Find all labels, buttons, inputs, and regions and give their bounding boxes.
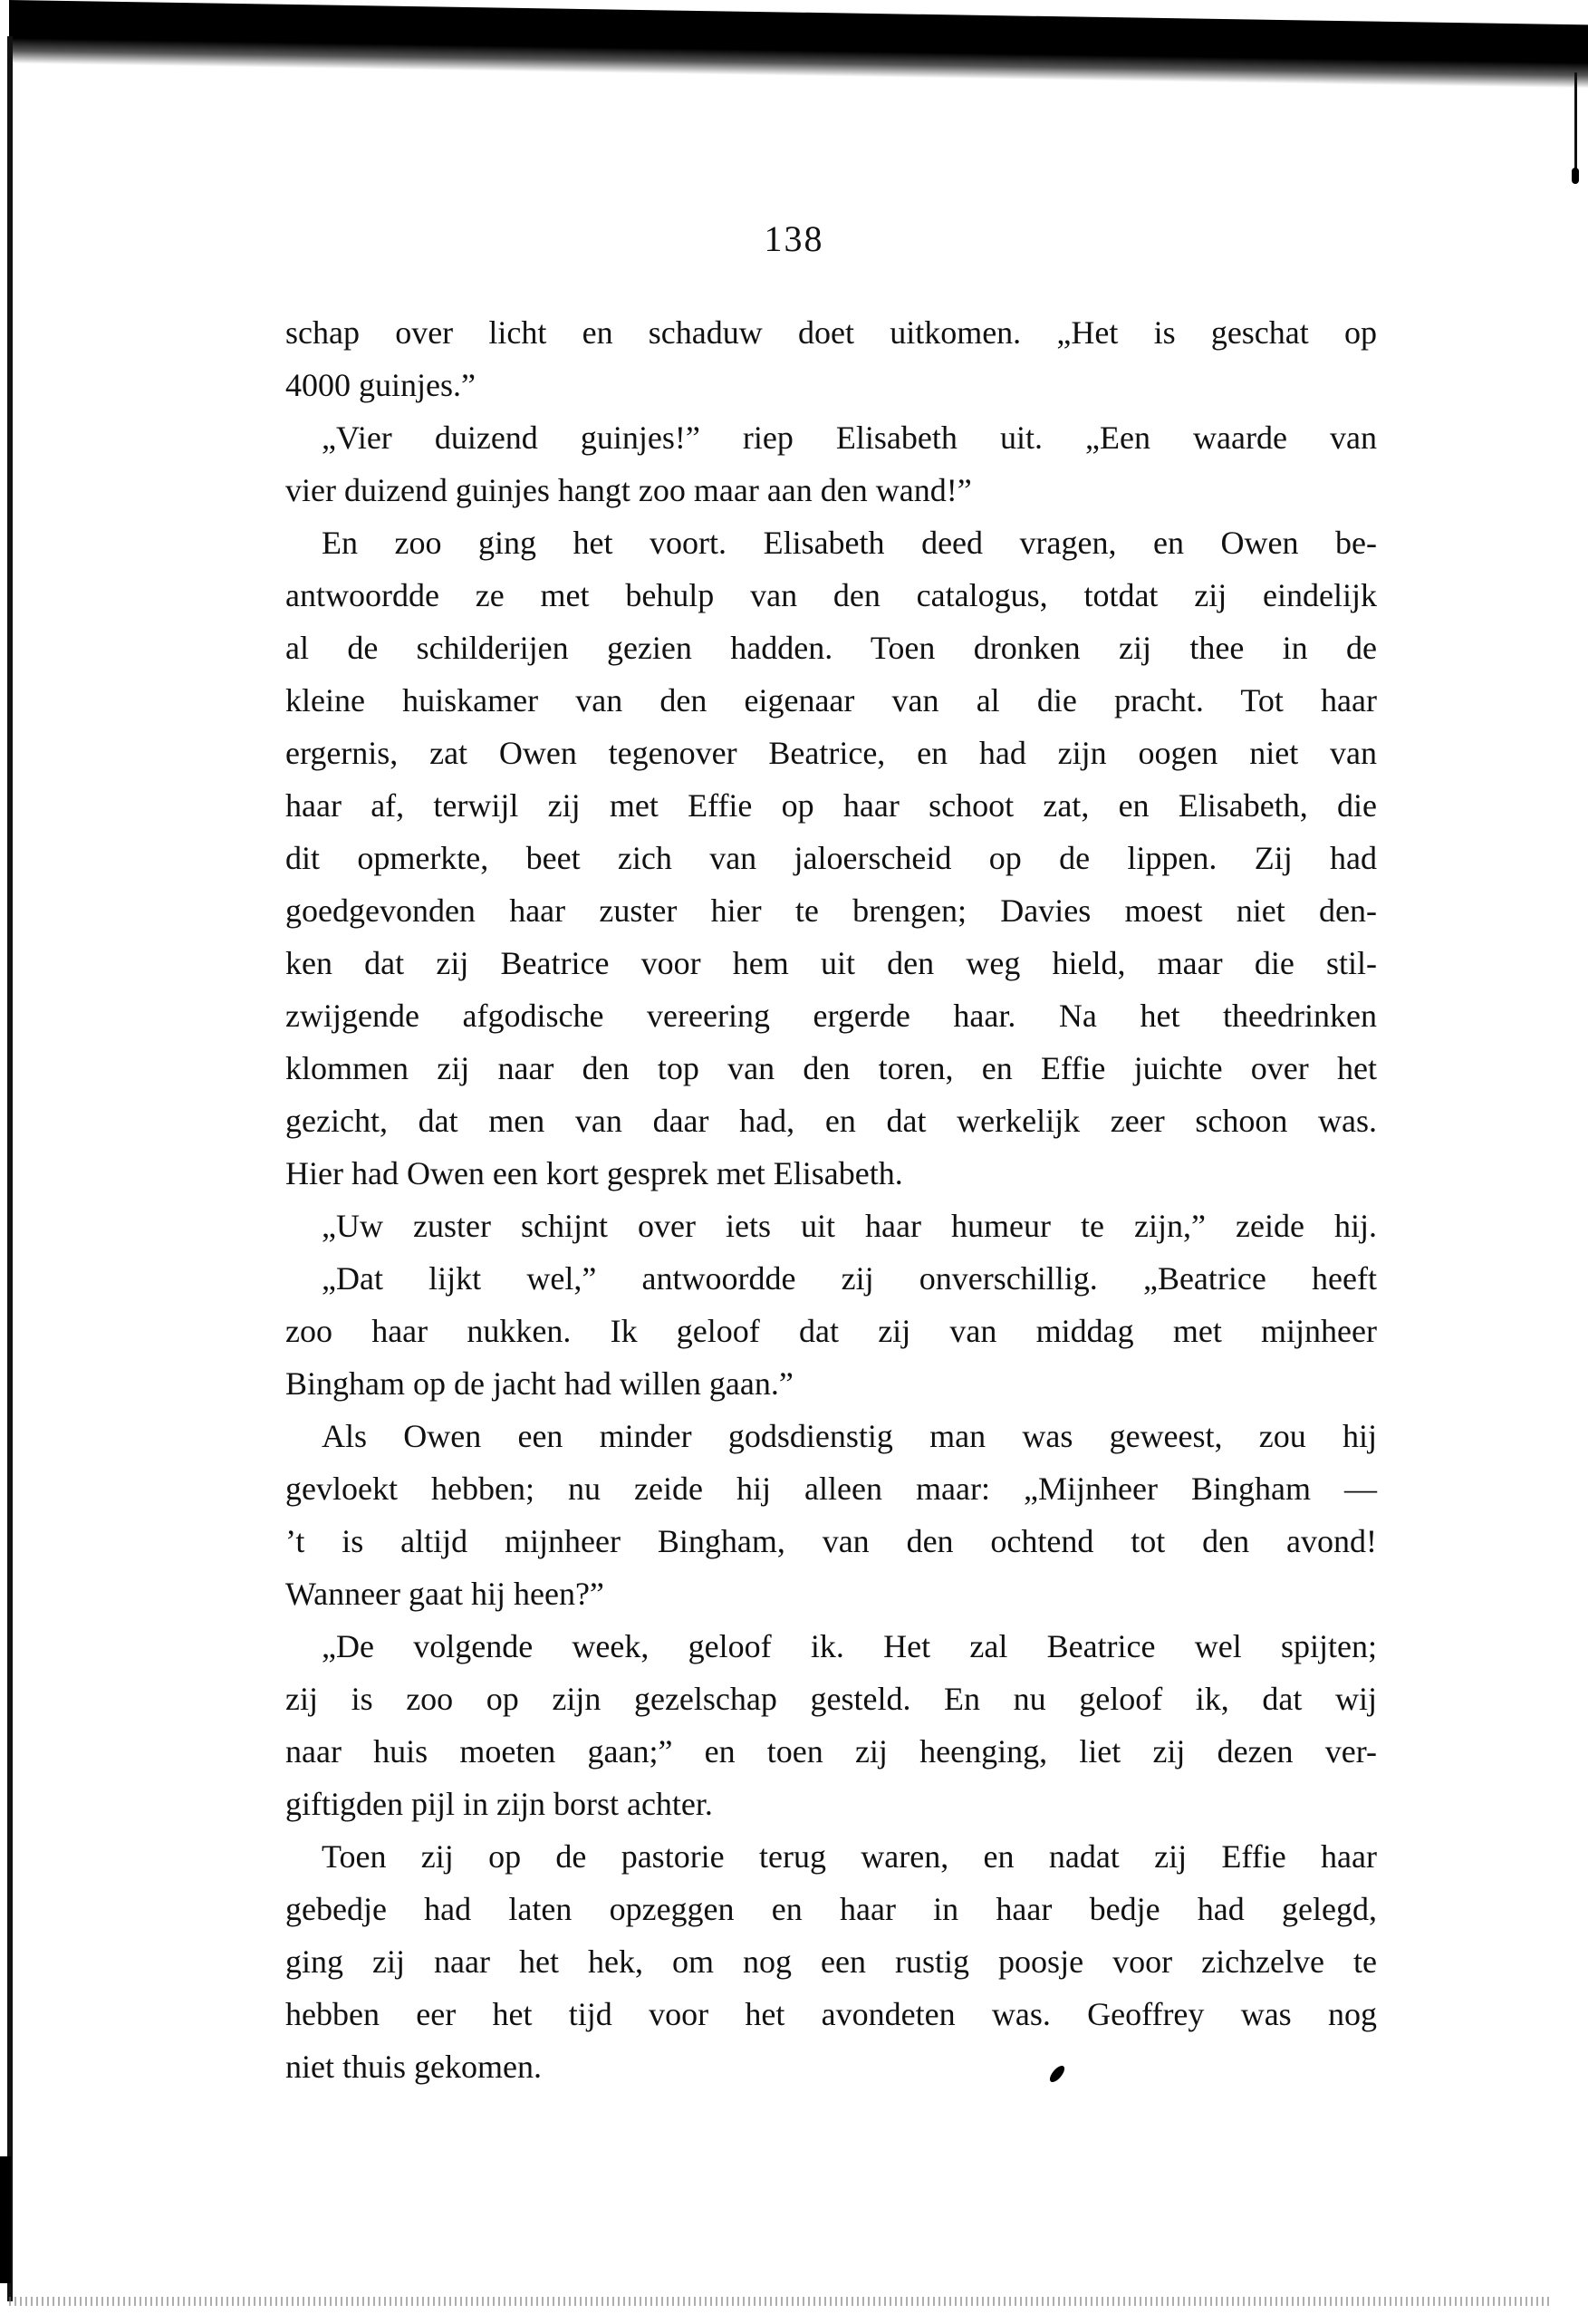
text-line: Bingham op de jacht had willen gaan.” [285, 1365, 794, 1402]
scan-edge-left-corner [0, 2156, 11, 2283]
text-line: vier duizend guinjes hangt zoo maar aan den wand!” [285, 472, 972, 508]
text-line: 4000 guinjes.” [285, 367, 476, 403]
text-line: naar huis moeten gaan;” en toen zij heenging, liet zij dezen ver- [285, 1733, 1377, 1770]
text-line: gezicht, dat men van daar had, en dat werkelijk zeer schoon was. [285, 1103, 1377, 1139]
text-line: „Dat lijkt wel,” antwoordde zij onverschillig. „Beatrice heeft [322, 1260, 1377, 1297]
text-line: En zoo ging het voort. Elisabeth deed vragen, en Owen be- [322, 525, 1377, 561]
scan-shadow-top [9, 0, 1588, 88]
text-line: gebedje had laten opzeggen en haar in haar bedje had gelegd, [285, 1891, 1377, 1927]
text-line: haar af, terwijl zij met Effie op haar schoot zat, en Elisabeth, die [285, 787, 1377, 824]
text-line: ken dat zij Beatrice voor hem uit den weg hield, maar die stil- [285, 945, 1377, 981]
text-line: ’t is altijd mijnheer Bingham, van den ochtend tot den avond! [285, 1523, 1377, 1559]
text-line: hebben eer het tijd voor het avondeten was. Geoffrey was nog [285, 1996, 1377, 2032]
scan-edge-right [1574, 72, 1577, 181]
text-line: „Uw zuster schijnt over iets uit haar humeur te zijn,” zeide hij. [322, 1208, 1377, 1244]
text-line: klommen zij naar den top van den toren, en Effie juichte over het [285, 1050, 1377, 1086]
text-line: „De volgende week, geloof ik. Het zal Beatrice wel spijten; [322, 1628, 1377, 1664]
text-line: kleine huiskamer van den eigenaar van al die pracht. Tot haar [285, 682, 1377, 718]
text-line: „Vier duizend guinjes!” riep Elisabeth uit. „Een waarde van [322, 419, 1377, 456]
text-line: goedgevonden haar zuster hier te brengen; Davies moest niet den- [285, 892, 1377, 929]
scan-edge-left [7, 36, 13, 2301]
text-line: ging zij naar het hek, om nog een rustig poosje voor zichzelve te [285, 1943, 1377, 1980]
text-line: zij is zoo op zijn gezelschap gesteld. En nu geloof ik, dat wij [285, 1681, 1377, 1717]
body-text [285, 306, 1377, 2093]
text-line: zoo haar nukken. Ik geloof dat zij van middag met mijnheer [285, 1313, 1377, 1349]
text-line: niet thuis gekomen. [285, 2049, 542, 2085]
text-line: Hier had Owen een kort gesprek met Elisabeth. [285, 1155, 903, 1191]
text-line: schap over licht en schaduw doet uitkomen. „Het is geschat op [285, 314, 1377, 351]
scan-noise-bottom [9, 2297, 1549, 2306]
text-line: Als Owen een minder godsdienstig man was geweest, zou hij [322, 1418, 1377, 1454]
text-line: al de schilderijen gezien hadden. Toen dronken zij thee in de [285, 630, 1377, 666]
page-number: 138 [764, 218, 824, 259]
scan-mark-right [1572, 168, 1579, 184]
text-line: gevloekt hebben; nu zeide hij alleen maar: „Mijnheer Bingham — [285, 1471, 1377, 1507]
text-line: Wanneer gaat hij heen?” [285, 1576, 604, 1612]
text-line: giftigden pijl in zijn borst achter. [285, 1786, 713, 1822]
text-line: zwijgende afgodische vereering ergerde haar. Na het theedrinken [285, 998, 1377, 1034]
text-line: Toen zij op de pastorie terug waren, en nadat zij Effie haar [322, 1838, 1377, 1875]
text-line: dit opmerkte, beet zich van jaloerscheid op de lippen. Zij had [285, 840, 1377, 876]
text-line: ergernis, zat Owen tegenover Beatrice, en had zijn oogen niet van [285, 735, 1377, 771]
text-line: antwoordde ze met behulp van den catalogus, totdat zij eindelijk [285, 577, 1377, 613]
